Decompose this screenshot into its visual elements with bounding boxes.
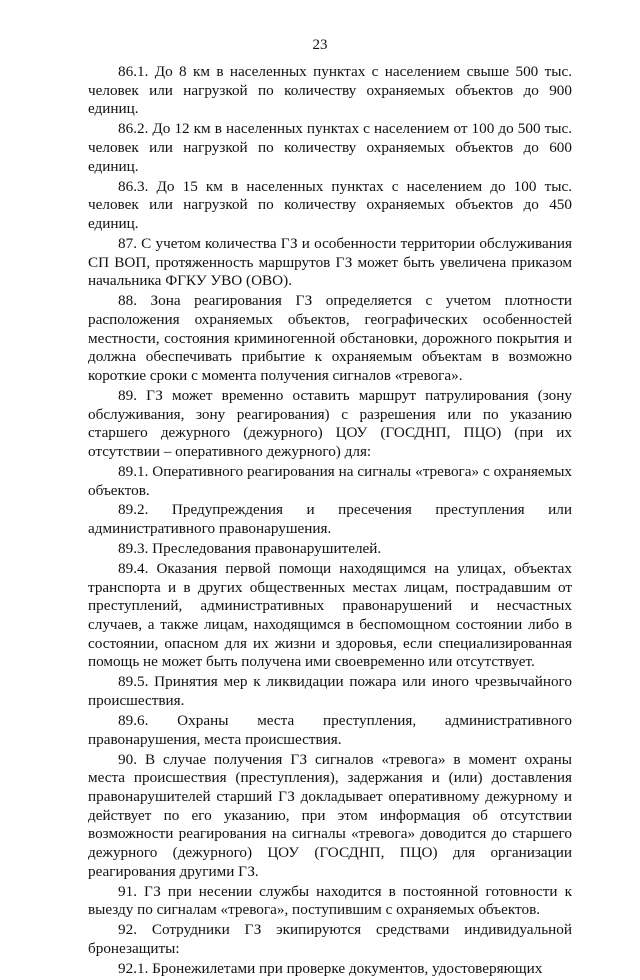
- page-number: 23: [312, 37, 328, 53]
- paragraph-86-1: 86.1. До 8 км в населенных пунктах с населением свыше 500 тыс. человек или нагрузкой по количеству охраняемых объектов до 900 единиц.: [88, 63, 572, 118]
- paragraph-89-5: 89.5. Принятия мер к ликвидации пожара или иного чрезвычайного происшествия.: [88, 673, 572, 710]
- paragraph-90: 90. В случае получения ГЗ сигналов «тревога» в момент охраны места происшествия (преступления), задержания и (или) доставления правонарушителей старший ГЗ докладывает оперативному дежурному и действует по его указанию, при этом информация об отсутствии возможности реагирования на сигналы «тревога» доводится до старшего дежурного (дежурного) ЦОУ (ГОСДНП, ПЦО) для организации реагирования другими ГЗ.: [88, 750, 572, 880]
- paragraph-89-3: 89.3. Преследования правонарушителей.: [118, 540, 382, 558]
- paragraph-89-6: 89.6. Охраны места преступления, административного правонарушения, места происшествия.: [88, 711, 572, 748]
- paragraph-89-4: 89.4. Оказания первой помощи находящимся на улицах, объектах транспорта и в других общественных местах лицам, пострадавшим от преступлений, административных правонарушений и несчастных случаев, а также лицам, находящимся в беспомощном состоянии либо в состоянии, опасном для их жизни и здоровья, если специализированная помощь не может быть получена ими своевременно или отсутствует.: [88, 559, 572, 671]
- paragraph-86-2: 86.2. До 12 км в населенных пунктах с населением от 100 до 500 тыс. человек или нагрузкой по количеству охраняемых объектов до 600 единиц.: [88, 120, 572, 175]
- paragraph-87: 87. С учетом количества ГЗ и особенности территории обслуживания СП ВОП, протяженность маршрутов ГЗ может быть увеличена приказом начальника ФГКУ УВО (ОВО).: [88, 234, 572, 290]
- paragraph-88: 88. Зона реагирования ГЗ определяется с учетом плотности расположения охраняемых объектов, географических особенностей местности, состояния криминогенной обстановки, дорожного покрытия и должна обеспечивать прибытие к охраняемым объектам в возможно короткие сроки с момента получения сигналов «тревога».: [88, 292, 572, 384]
- paragraph-89-1: 89.1. Оперативного реагирования на сигналы «тревога» с охраняемых объектов.: [88, 462, 572, 499]
- paragraph-89-2: 89.2. Предупреждения и пресечения преступления или административного правонарушения.: [88, 501, 572, 538]
- document-body: [88, 63, 572, 980]
- paragraph-86-3: 86.3. До 15 км в населенных пунктах с населением до 100 тыс. человек или нагрузкой по количеству охраняемых объектов до 450 единиц.: [88, 177, 572, 232]
- paragraph-89: 89. ГЗ может временно оставить маршрут патрулирования (зону обслуживания, зону реагирования) с разрешения или по указанию старшего дежурного (дежурного) ЦОУ (ГОСДНП, ПЦО) (при их отсутствии – оперативного дежурного) для:: [88, 386, 572, 460]
- paragraph-92-1: 92.1. Бронежилетами при проверке документов, удостоверяющих: [118, 959, 543, 977]
- paragraph-92: 92. Сотрудники ГЗ экипируются средствами индивидуальной бронезащиты:: [88, 921, 572, 957]
- paragraph-91: 91. ГЗ при несении службы находится в постоянной готовности к выезду по сигналам «тревога», поступившим с охраняемых объектов.: [88, 882, 572, 919]
